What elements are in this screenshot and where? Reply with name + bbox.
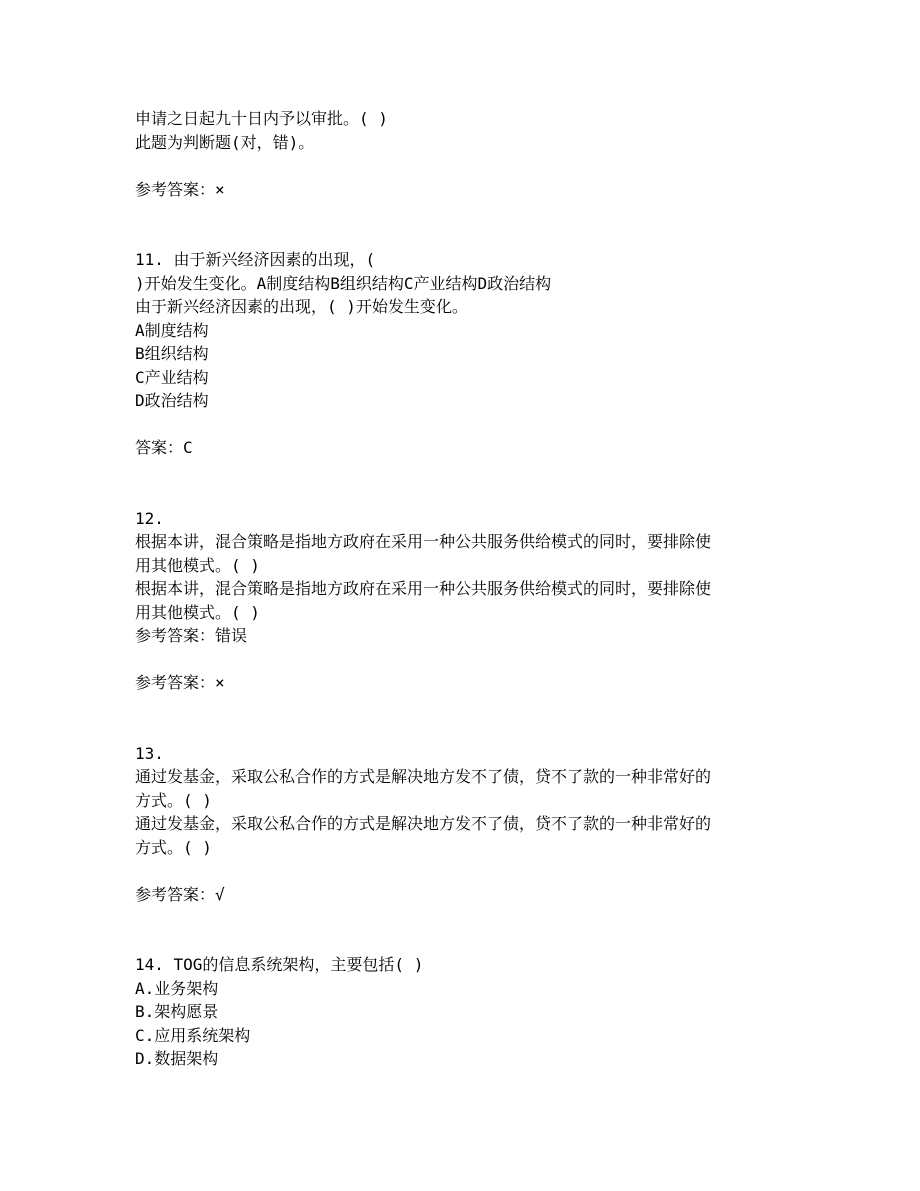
question-12 — [135, 507, 795, 695]
option-c: C产业结构 — [135, 367, 209, 387]
question-10-tail — [135, 107, 795, 201]
question-text: 通过发基金，采取公私合作的方式是解决地方发不了债，贷不了款的一种非常好的 — [135, 814, 712, 833]
option-b: B组织结构 — [135, 344, 209, 363]
question-number: 13. — [135, 743, 164, 763]
document-page — [135, 107, 795, 1071]
question-text: 方式。( ) — [135, 790, 212, 810]
question-13 — [135, 742, 795, 907]
option-b: B.架构愿景 — [135, 1002, 219, 1021]
question-type-note: 此题为判断题(对，错)。 — [135, 132, 315, 152]
question-text: 方式。( ) — [135, 837, 212, 857]
question-11 — [135, 248, 795, 460]
reference-answer: 参考答案：错误 — [135, 626, 248, 645]
question-text: 由于新兴经济因素的出现，( )开始发生变化。 — [135, 297, 468, 316]
option-d: D政治结构 — [135, 391, 209, 410]
answer-text: 参考答案：× — [135, 673, 225, 692]
option-c: C.应用系统架构 — [135, 1025, 251, 1045]
question-14 — [135, 953, 795, 1071]
answer-text: 参考答案：√ — [135, 884, 225, 904]
question-text: 申请之日起九十日内予以审批。( ) — [135, 109, 388, 128]
question-text: )开始发生变化。A制度结构B组织结构C产业结构D政治结构 — [135, 273, 552, 293]
question-text: 通过发基金，采取公私合作的方式是解决地方发不了债，贷不了款的一种非常好的 — [135, 767, 712, 786]
question-text: 用其他模式。( ) — [135, 602, 260, 622]
question-number: 12. — [135, 508, 164, 528]
option-a: A制度结构 — [135, 320, 209, 340]
option-a: A.业务架构 — [135, 978, 219, 998]
question-text: 根据本讲，混合策略是指地方政府在采用一种公共服务供给模式的同时，要排除使 — [135, 579, 712, 598]
answer-text: 答案：C — [135, 438, 193, 457]
question-text: 用其他模式。( ) — [135, 555, 260, 575]
question-text: 11. 由于新兴经济因素的出现，( — [135, 250, 376, 269]
answer-text: 参考答案：× — [135, 179, 225, 199]
question-text: 根据本讲，混合策略是指地方政府在采用一种公共服务供给模式的同时，要排除使 — [135, 532, 712, 551]
option-d: D.数据架构 — [135, 1049, 219, 1068]
question-text: 14. TOG的信息系统架构，主要包括( ) — [135, 955, 424, 974]
